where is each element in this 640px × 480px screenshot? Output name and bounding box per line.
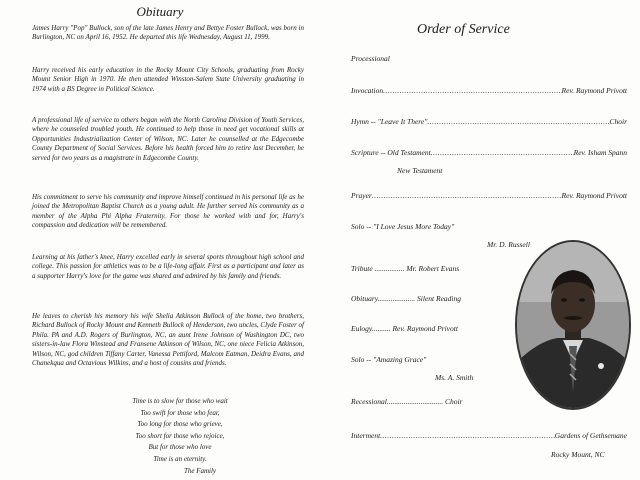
poem-line: Too swift for those who fear, [140,408,220,417]
service-item-solo-1: Solo -- "I Love Jesus More Today" [351,222,455,231]
solo-2-performer: Ms. A. Smith [435,373,474,382]
solo-1-performer: Mr. D. Russell [487,240,530,249]
service-item-prayer [351,191,627,200]
item-label: Scripture -- Old Testament [351,148,431,157]
order-title: Order of Service [417,22,510,37]
obituary-title: Obituary [136,4,184,19]
obituary-paragraph: A professional life of service to others began with the North Carolina Division of Youth Services, where he counseled troubled youth. He continued to help those in need get vocational skills at Opportunities Industrialization Center of Wilson, NC. Later he counselled at the Edgecombe County Department of Social Services. Before his health forced him to retire last December, he served for two years as a magistrate in Edgecombe County. [32,116,304,162]
poem-line: But for those who love [148,443,212,452]
item-label: Interment [351,431,381,440]
obituary-paragraph: His commitment to serve his community and improve himself continued in his personal life as he joined the Metropolitan Baptist Church as a young adult. He further served his community as a member of the Alpha Phi Alpha Fraternity. For those he worked with and for, Harry's compassion and dedication will be remembered. [32,193,304,230]
poem-line: Time is an eternity. [153,454,207,463]
processional: Processional [351,54,390,63]
service-item-eulogy: Eulogy.......... Rev. Raymond Privott [351,324,458,333]
portrait-image [517,242,629,408]
service-item-tribute: Tribute ................ Mr. Robert Evans [351,264,460,273]
interment-location: Rocky Mount, NC [551,450,605,459]
poem [105,396,255,477]
obituary-paragraph: Learning at his father's knee, Harry excelled early in several sports throughout high school and college. This passion for athletics was to be a life-long affair. First as a participant and later as a supporter Harry's love for the game was shared and admired by his family and friends. [32,253,304,280]
service-item-obituary: Obituary.................... Silent Reading [351,294,461,303]
service-item-interment [351,431,627,440]
item-label: Invocation [351,86,384,95]
poem-line: Time is to slow for those who wait [132,397,228,405]
item-label: Hymn -- "Leave It There" [351,117,428,126]
obituary-paragraph: James Harry "Pop" Bullock, son of the late James Henry and Bettye Foster Bullock, was born in Burlington, NC on April 16, 1952. He departed this life Wednesday, August 11, 1999. [32,24,304,42]
service-item-recessional: Recessional.............................. Choir [351,397,463,406]
obituary-paragraph: Harry received his early education in the Rocky Mount City Schools, graduating from Rocky Mount Senior High in 1970. He then attended Winston-Salem State University graduating in 1974 with a BS Degree in Political Science. [32,66,304,93]
item-value: Rev. Raymond Privott [561,86,627,95]
service-item-scripture [351,148,627,157]
item-value: Rev. Isham Spann [573,148,627,157]
scripture-sub: New Testament [397,166,443,175]
service-item-solo-2: Solo -- "Amazing Grace" [351,355,427,364]
poem-signature: The Family [183,466,217,475]
item-value: Gardens of Gethsemane [554,431,627,440]
item-label: Prayer [351,191,372,200]
service-item-invocation [351,86,627,95]
item-value: Choir [609,117,627,126]
poem-line: Too long for those who grieve, [137,420,223,429]
poem-line: Too short for those who rejoice, [135,431,225,440]
portrait-photo [515,240,631,410]
obituary-paragraph: He leaves to cherish his memory his wife Shelia Atkinson Bullock of the home, two brothers, Richard Bullock of Rocky Mount and Kenneth Bullock of Henderson, two uncles, Clyde Foster of Phila. PA and A.D. Rogers of Burlington, NC, an aunt Irene Johnson of Washington DC, two sisters-in-law Flora Winstead and Fransene Atkinson of Wilson, NC, one niece Felicia Atkinson, Wilson, NC, god children Tiffany Carter, Vanessa Pettiford, Malcom Eatman, Deidra Evans, and Chanekqua and Octavious Wilkins, and a host of cousins and friends. [32,312,304,368]
item-value: Rev. Raymond Privott [561,191,627,200]
service-item-hymn [351,117,627,126]
